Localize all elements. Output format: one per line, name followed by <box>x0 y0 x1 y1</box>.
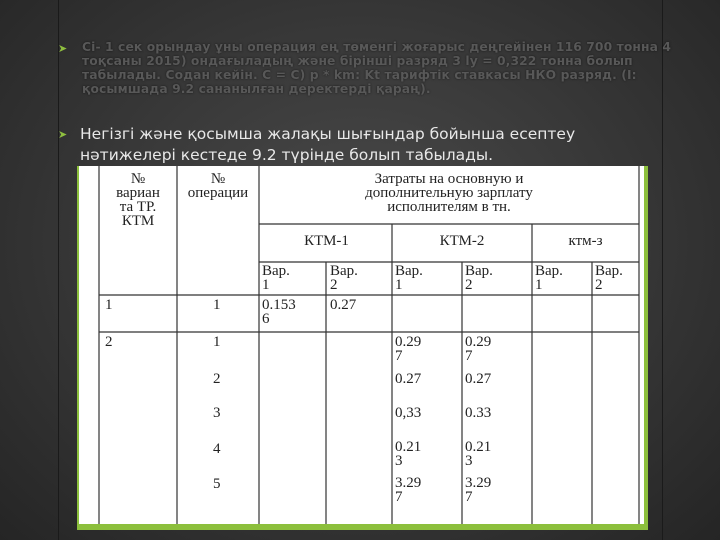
table-cell-value: 0.27 <box>395 371 422 387</box>
header-variant-cell: Вар. 1 <box>262 263 290 293</box>
table-cell-value: 0.27 <box>330 297 357 313</box>
header-variant-cell: Вар. 1 <box>535 263 563 293</box>
table-cell-value: 0.29 7 <box>465 334 492 364</box>
bullet-arrow-icon: ➤ <box>58 43 68 55</box>
header-variant-number: № вариан та ТР. КТМ <box>116 171 160 229</box>
table-row-operation: 1 <box>213 334 221 350</box>
salary-cost-table <box>77 166 648 530</box>
paragraph-formula-text: Сі- 1 сек орындау ұны операция ең төменгі жоғарыс деңгейінен 116 700 тонна 4 тоқсаны 2015) ондағыладың және бірінші разряд 3 ly = 0,322 тонна болып табылады. Содан кейін. С = С) р * km: Kt тарифтік ставкасы НКО разряд. (І: қосымшада 9.2 сананылған деректерді қараң). <box>82 40 672 96</box>
header-operation-number: № операции <box>187 171 249 201</box>
header-group-ktm3: ктм-з <box>568 233 603 249</box>
slide-frame-left <box>58 0 59 540</box>
table-row-operation: 4 <box>213 441 221 457</box>
table-row-variant: 2 <box>105 334 113 350</box>
header-group-ktm2: КТМ-2 <box>439 233 485 249</box>
table-row-operation: 3 <box>213 405 221 421</box>
table-cell-value: 0.29 7 <box>395 334 422 364</box>
table-cell-value: 0.21 3 <box>395 439 422 469</box>
header-variant-cell: Вар. 2 <box>595 263 623 293</box>
paragraph-results-text: Негізгі және қосымша жалақы шығындар бойынша есептеу нәтижелері кестеде 9.2 түрінде болып табылады. <box>80 125 576 164</box>
table-cell-value: 0.153 6 <box>262 297 296 327</box>
table-cell-value: 3.29 7 <box>465 475 492 505</box>
table-cell-value: 0.27 <box>465 371 492 387</box>
header-variant-cell: Вар. 1 <box>395 263 423 293</box>
table-cell-value: 0.21 3 <box>465 439 492 469</box>
header-variant-cell: Вар. 2 <box>330 263 358 293</box>
table-row-operation: 5 <box>213 476 221 492</box>
header-variant-cell: Вар. 2 <box>465 263 493 293</box>
table-cell-value: 0,33 <box>395 405 422 421</box>
table-row-variant: 1 <box>105 297 113 313</box>
bullet-arrow-icon: ➤ <box>58 129 68 141</box>
header-salary-costs: Затраты на основную и дополнительную зарплату исполнителям в тн. <box>365 171 533 215</box>
table-row-operation: 2 <box>213 371 221 387</box>
header-group-ktm1: КТМ-1 <box>304 233 349 249</box>
table-cell-value: 3.29 7 <box>395 475 422 505</box>
table-row-operation: 1 <box>213 297 221 313</box>
table-cell-value: 0.33 <box>465 405 492 421</box>
